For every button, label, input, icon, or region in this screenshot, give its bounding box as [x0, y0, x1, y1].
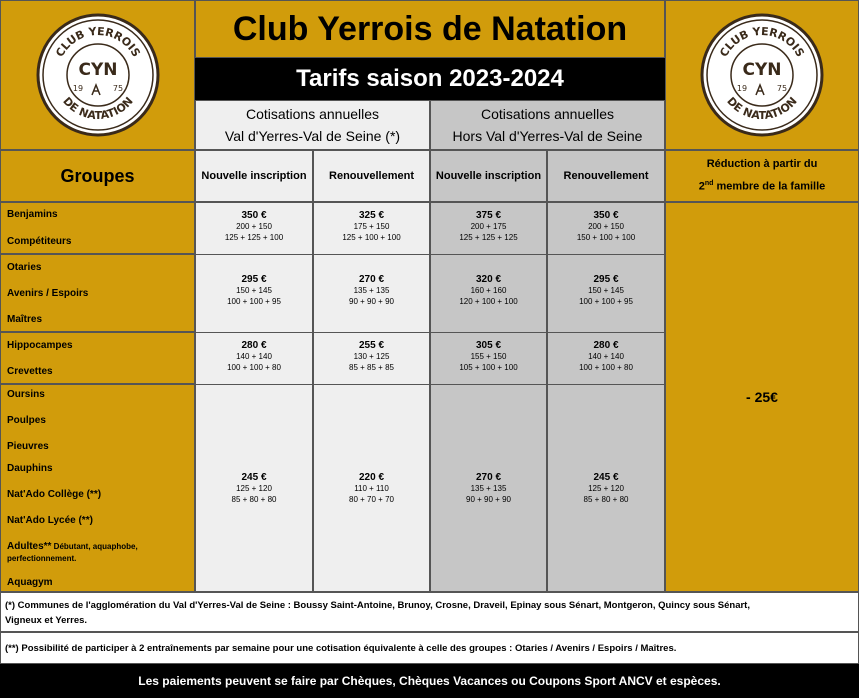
- price-three-installments: 100 + 100 + 95: [227, 297, 281, 306]
- reduction-ordinal: 2: [698, 180, 705, 193]
- club-logo-icon: [36, 13, 160, 137]
- price-two-installments: 140 + 140: [236, 352, 272, 361]
- subheader-new-val: Nouvelle inscription: [195, 150, 313, 202]
- price-three-installments: 85 + 80 + 80: [583, 495, 629, 504]
- price-stack: [430, 210, 547, 243]
- price-two-installments: 125 + 120: [236, 484, 272, 493]
- price-stack: [313, 472, 430, 505]
- price-total: 245 €: [593, 472, 619, 483]
- price-three-installments: 150 + 100 + 100: [576, 233, 636, 242]
- price-total: 375 €: [475, 210, 502, 221]
- price-two-installments: 200 + 175: [470, 222, 507, 231]
- header-val-yerres: [195, 100, 430, 150]
- logo-initials: CYN: [77, 60, 118, 80]
- price-two-installments: 140 + 140: [588, 352, 624, 361]
- price-three-installments: 105 + 100 + 100: [459, 363, 518, 372]
- group-cell-2: [0, 254, 195, 332]
- header-hors-val-line2: Hors Val d'Yerres-Val de Seine: [452, 128, 643, 144]
- logo-top-text: CLUB YERROIS: [717, 24, 807, 60]
- note-communes-line2: Vigneux et Yerres.: [5, 615, 88, 626]
- price-cell: [195, 274, 313, 310]
- reduction-header-line1: Réduction à partir du: [706, 158, 818, 171]
- logo-bottom-text: DE NATATION: [59, 94, 136, 123]
- header-val-yerres-line1: Cotisations annuelles: [245, 106, 380, 122]
- price-cell: [195, 340, 313, 376]
- price-cell: [313, 340, 430, 376]
- price-total: 280 €: [241, 340, 267, 351]
- price-total: 350 €: [241, 210, 267, 221]
- col-new-val: [195, 202, 313, 592]
- subheader-renew-val: Renouvellement: [313, 150, 430, 202]
- price-three-installments: 125 + 125 + 125: [459, 233, 518, 242]
- header-hors-val-line1: Cotisations annuelles: [480, 106, 615, 122]
- price-three-installments: 85 + 80 + 80: [231, 495, 277, 504]
- group-label: Maîtres: [7, 314, 43, 325]
- group-label: Dauphins: [7, 463, 53, 474]
- reduction-ordinal-sup: nd: [704, 180, 714, 188]
- col-renew-hors: [547, 202, 665, 592]
- group-label-adultes: [7, 541, 138, 553]
- group-label: Nat'Ado Collège (**): [7, 489, 102, 500]
- groups-header: Groupes: [0, 150, 195, 202]
- price-two-installments: 110 + 110: [354, 484, 389, 493]
- price-total: 350 €: [593, 210, 619, 221]
- col-renew-val: [313, 202, 430, 592]
- row-divider: [195, 332, 665, 333]
- price-three-installments: 80 + 70 + 70: [349, 495, 394, 504]
- note-communes: [0, 592, 859, 632]
- price-three-installments: 125 + 100 + 100: [342, 233, 401, 242]
- price-cell: [547, 472, 665, 508]
- group-cell-1: [0, 202, 195, 254]
- price-two-installments: 175 + 150: [353, 222, 390, 231]
- price-total: 270 €: [358, 274, 385, 285]
- price-stack: [195, 274, 313, 307]
- group-cell-4: [0, 384, 195, 592]
- season-subtitle: Tarifs saison 2023-2024: [195, 58, 665, 100]
- price-two-installments: 155 + 150: [470, 352, 507, 361]
- price-total: 320 €: [475, 274, 502, 285]
- price-total: 295 €: [241, 274, 267, 285]
- club-logo-icon: [700, 13, 824, 137]
- price-cell: [313, 274, 430, 310]
- price-total: 220 €: [358, 472, 385, 483]
- reduction-value: - 25€: [665, 202, 859, 592]
- group-label: Nat'Ado Lycée (**): [7, 515, 93, 526]
- price-two-installments: 200 + 150: [588, 222, 624, 231]
- adultes-detail-2-text: perfectionnement.: [7, 554, 77, 563]
- price-stack: [313, 340, 430, 373]
- price-stack: [313, 274, 430, 307]
- price-stack: [430, 340, 547, 373]
- row-divider: [195, 254, 665, 255]
- logo-year-left: 19: [72, 84, 83, 93]
- header-hors-val: [430, 100, 665, 150]
- price-stack: [195, 340, 313, 373]
- group-label: Poulpes: [7, 415, 46, 426]
- note-natado-text: (**) Possibilité de participer à 2 entraînements par semaine pour une cotisation équivalente à celle des groupes : Otaries / Avenirs / Espoirs / Maîtres.: [5, 643, 677, 654]
- price-cell: [195, 472, 313, 508]
- price-total: 295 €: [593, 274, 619, 285]
- page-title: Club Yerrois de Natation: [195, 0, 665, 58]
- header-val-yerres-line2: Val d'Yerres-Val de Seine (*): [224, 128, 401, 144]
- price-stack: [430, 472, 547, 505]
- logo-left-cell: [0, 0, 195, 150]
- group-label: Avenirs / Espoirs: [7, 288, 89, 299]
- price-cell: [430, 274, 547, 310]
- price-stack: [547, 472, 665, 505]
- group-cell-3: [0, 332, 195, 384]
- logo-top-text: CLUB YERROIS: [52, 24, 143, 60]
- group-label: Hippocampes: [7, 340, 73, 351]
- price-cell: [313, 472, 430, 508]
- price-total: 255 €: [358, 340, 385, 351]
- logo-year-right: 75: [776, 84, 788, 93]
- price-two-installments: 130 + 125: [353, 352, 390, 361]
- group-label: Benjamins: [7, 209, 58, 220]
- reduction-header: [665, 150, 859, 202]
- price-stack: [430, 274, 547, 307]
- reduction-header-line2: [699, 174, 826, 197]
- group-label: Pieuvres: [7, 441, 49, 452]
- price-three-installments: 100 + 100 + 95: [579, 297, 633, 306]
- row-divider: [195, 384, 665, 385]
- price-cell: [547, 340, 665, 376]
- price-stack: [313, 210, 430, 243]
- price-stack: [547, 274, 665, 307]
- group-label: Crevettes: [7, 366, 53, 377]
- price-cell: [430, 340, 547, 376]
- price-two-installments: 135 + 135: [353, 286, 390, 295]
- price-cell: [313, 210, 430, 246]
- price-two-installments: 160 + 160: [470, 286, 507, 295]
- price-two-installments: 200 + 150: [236, 222, 272, 231]
- price-cell: [430, 472, 547, 508]
- reduction-header-tail: membre de la famille: [713, 180, 826, 193]
- logo-year-right: 75: [112, 84, 123, 93]
- price-three-installments: 100 + 100 + 80: [227, 363, 281, 372]
- price-stack: [195, 210, 313, 243]
- price-total: 280 €: [593, 340, 619, 351]
- price-stack: [547, 340, 665, 373]
- payment-footer: Les paiements peuvent se faire par Chèques, Chèques Vacances ou Coupons Sport ANCV et espèces.: [0, 664, 859, 698]
- subheader-renew-hors: Renouvellement: [547, 150, 665, 202]
- logo-initials: CYN: [742, 60, 782, 80]
- price-two-installments: 150 + 145: [236, 286, 272, 295]
- adultes-label: Adultes**: [7, 541, 52, 552]
- col-new-hors: [430, 202, 547, 592]
- price-cell: [547, 274, 665, 310]
- group-label: Otaries: [7, 262, 42, 273]
- group-label: Compétiteurs: [7, 236, 72, 247]
- price-total: 270 €: [475, 472, 502, 483]
- logo-right-cell: [665, 0, 859, 150]
- price-stack: [195, 472, 313, 505]
- group-label: Oursins: [7, 389, 45, 400]
- price-three-installments: 125 + 125 + 100: [224, 233, 284, 242]
- price-cell: [547, 210, 665, 246]
- note-communes-line1: (*) Communes de l'agglomération du Val d'Yerres-Val de Seine : Boussy Saint-Antoine, Brunoy, Crosne, Draveil, Epinay sous Sénart, Montgeron, Quincy sous Sénart,: [5, 600, 750, 611]
- logo-year-left: 19: [736, 84, 748, 93]
- price-cell: [430, 210, 547, 246]
- note-natado: [0, 632, 859, 664]
- price-total: 305 €: [475, 340, 502, 351]
- price-two-installments: 125 + 120: [588, 484, 624, 493]
- price-three-installments: 90 + 90 + 90: [349, 297, 394, 306]
- price-total: 325 €: [358, 210, 385, 221]
- price-three-installments: 90 + 90 + 90: [466, 495, 511, 504]
- price-two-installments: 150 + 145: [588, 286, 624, 295]
- price-total: 245 €: [241, 472, 267, 483]
- price-three-installments: 100 + 100 + 80: [579, 363, 633, 372]
- price-three-installments: 85 + 85 + 85: [349, 363, 394, 372]
- price-three-installments: 120 + 100 + 100: [459, 297, 518, 306]
- subheader-new-hors: Nouvelle inscription: [430, 150, 547, 202]
- price-two-installments: 135 + 135: [470, 484, 507, 493]
- price-stack: [547, 210, 665, 243]
- price-cell: [195, 210, 313, 246]
- group-label: Aquagym: [7, 577, 53, 588]
- adultes-detail: Débutant, aquaphobe,: [51, 542, 138, 551]
- adultes-detail-2: [7, 553, 76, 564]
- logo-bottom-text: DE NATATION: [724, 94, 800, 123]
